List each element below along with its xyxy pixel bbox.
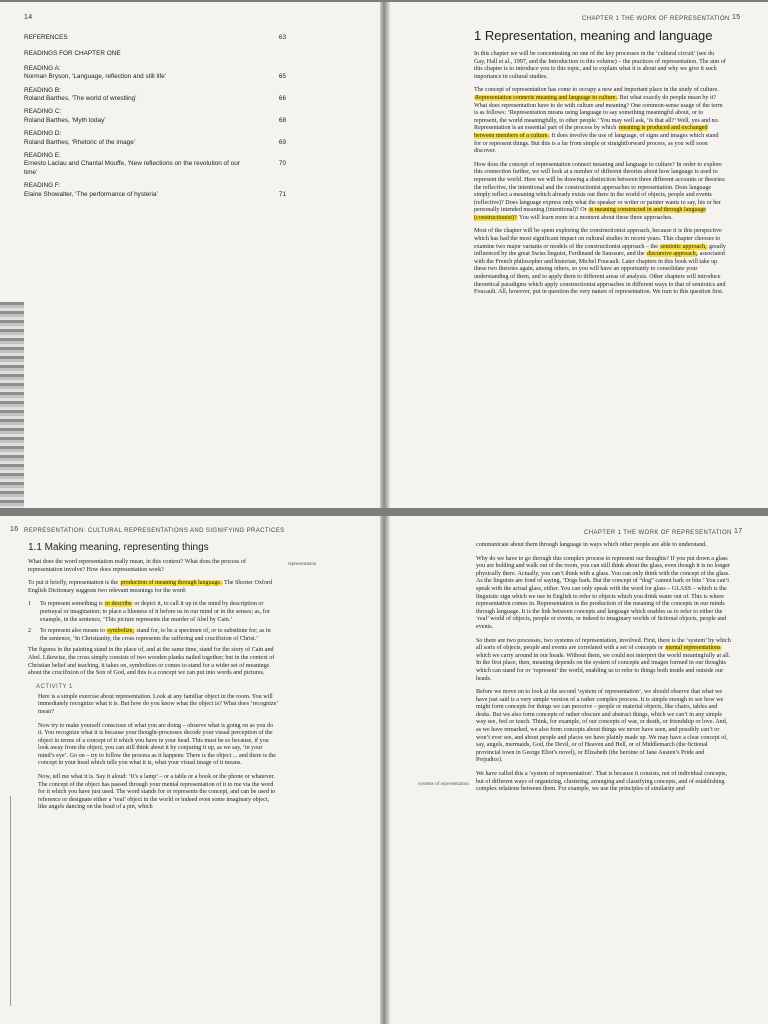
text-run: How does the concept of representation connect meaning and language to culture? In order to explore this connection further, we will look at a number of different theories about how language is used to represent the world. Here we will be drawing a distinction between three different accounts or theories: the reflective, the intentional and the constructionist approaches to representation. Does language simply reflect a meaning which already exists out there in the world of objects, people and events (reflective)? Does language express only what the speaker or writer or painter wants to say, his or her personally intended meaning (intentional)? Or [474,161,726,214]
toc-references-page: 63 [278,34,286,41]
page-16 [0,516,384,1024]
text-run: Most of the chapter will be spent exploring the constructionist approach, because it is this perspective which has had the most significant impact on cultural studies in recent years. This chapter chooses to examine two major variants or models of the constructionist approach – the [474,228,722,250]
highlighted-text: is meaning constructed in and through language (constructionist)? [474,207,707,221]
activity-paragraph: Now, tell me what it is. Say it aloud: ‘It’s a lamp’ – or a table or a book or the phone or whatever. The concept of the object has passed through your mental representation of it to me via the word for it which you have just used. The word stands for or represents the concept, and can be used to reference or designate either a ‘real’ object in the world or indeed even some imaginary object, like angels dancing on the head of a pin, which [38,774,276,811]
toc-entry-page: 65 [278,73,286,81]
text-run: You will learn more in a moment about these three approaches. [517,214,673,221]
body-column [474,28,726,303]
top-book-spread [0,2,768,508]
toc-entry [24,65,286,82]
toc-entry [24,152,286,177]
toc-entry-category: READING C: [24,108,62,116]
toc-entry-category: READING A: [24,64,61,72]
section-title: 1.1 Making meaning, representing things [28,542,209,553]
scan-edge-shadow [0,302,24,508]
toc-references-label: REFERENCES [24,34,68,41]
toc-entry-page: 69 [278,138,286,146]
text-run: To represent something is [40,601,105,608]
margin-note: representation [288,562,317,567]
toc-entry-title: Norman Bryson, ‘Language, reflection and still life’ [24,73,167,81]
running-head: CHAPTER 1 THE WORK OF REPRESENTATION [584,530,732,536]
highlighted-text: meaning is produced and exchanged between members of a culture. [474,125,708,139]
paragraph: The figures in the painting stand in the place of, and at the same time, stand for the story of Cain and Abel. Likewise, the cross simply consists of two wooden planks nailed together; but in the context of Christian belief and teaching, it takes on, symbolizes or comes to stand for a wider set of meanings about the crucifixion of the Son of God, and this is a concept we can put into words and pictures. [28,647,275,677]
paragraph [28,580,278,595]
page-14 [0,2,384,508]
toc-entry-page: 71 [278,190,286,198]
toc-entry-title: Elaine Showalter, ‘The performance of hysteria’ [24,190,158,198]
text-run: or depict it, to call it up in the mind by description or portrayal or imagination; to place a likeness of it before us in our mind or in the senses; as, for example, in the sentence, ‘This picture represents the murder of Abel by Cain.’ [40,601,270,623]
highlighted-text: semiotic approach, [660,243,707,250]
highlighted-text: mental representations [665,645,721,652]
page-number: 16 [10,526,19,533]
text-run: greatly influenced by the great Swiss linguist, Ferdinand de Saussure, and the [474,243,726,258]
paragraph [474,162,726,223]
paragraph [474,228,726,296]
margin-rule [10,796,11,1006]
toc-entry-category: READING F: [24,182,61,190]
paragraph: Why do we have to go through this complex process to represent our thoughts? If you put down a glass you are holding and walk out of the room, you can still think about the glass, even though it is no longer physically there. Actually, you can’t think with a glass. You can only think with the concept of the glass. As the linguists are fond of saying, ‘Dogs bark. But the concept of “dog” cannot bark or bite.’ You can’t speak with the actual glass, either. You can only speak with the word for glass – GLASS – which is the linguistic sign which we use in English to refer to objects which you drink water out of. This is where representation comes in. Representation is the production of the meaning of the concepts in our minds through language. It is the link between concepts and language which enables us to refer to either the ‘real’ world of objects, people or events, or indeed to imaginary worlds of fictional objects, people and events. [476,555,731,630]
highlighted-text: Representation connects meaning and language to culture. [475,94,617,101]
text-run: To represent also means to [40,628,107,635]
toc-entry-title: Ernesto Laclau and Chantal Mouffe, ‘New reflections on the revolution of our time’ [24,160,240,176]
paragraph: communicate about them through language in ways which other people are able to understand. [476,542,707,548]
toc-entry-category: READING B: [24,86,61,94]
numbered-item: 2 To represent also means to symbolize, stand for, to be a specimen of, or to substitute for; as in the sentence, ‘In Christianity, the cross represents the suffering and crucifixion of Christ.’ [28,628,271,642]
toc-entry-title: Roland Barthes, ‘Myth today’ [24,116,106,124]
page-number: 14 [24,14,33,21]
toc-entry [24,87,286,104]
toc-readings-heading: READINGS FOR CHAPTER ONE [24,50,121,58]
numbered-item: 1 To represent something is to describe or depict it, to call it up in the mind by description or portrayal or imagination; to place a likeness of it before us in our mind or in the senses; as, for example, in the sentence, ‘This picture represents the murder of Abel by Cain.’ [28,601,270,623]
chapter-title: 1 Representation, meaning and language [474,28,713,43]
paragraph: We have called this a ‘system of representation’. That is because it consists, not of individual concepts, but of different ways of organizing, clustering, arranging and classifying concepts, and of establishing complex relations between them. For example, we use the principles of similarity and [476,771,728,793]
activity-paragraph: Now try to make yourself conscious of what you are doing – observe what is going on as you do it. You recognize what it is because your thought-processes decode your visual perception of the object in terms of a concept of it which you have in your head. This must be so because, if you look away from the object, you can still think about it by conjuring it up, as we say, ‘in your mind’s eye’. Go on – try to follow the process as it happens: There is the object ... and there is the concept in your head which tells you what it is, what your visual image of it means. [38,722,276,767]
toc-entry-title: Roland Barthes, ‘Rhetoric of the image’ [24,138,136,146]
toc-entry [24,130,286,147]
toc-references [24,34,286,42]
toc-entry-category: READING D: [24,130,62,138]
toc-entry [24,182,286,199]
running-head: CHAPTER 1 THE WORK OF REPRESENTATION [582,16,730,22]
activity-label: ACTIVITY 1 [36,683,73,690]
text-run: which we carry around in our heads. Without them, we could not interpret the world meaningfully at all. In the first place, then, meaning depends on the system of concepts and images formed in our thoughts which can stand for or ‘represent’ the world, enabling us to refer to things both inside and outside our heads. [476,652,731,682]
highlighted-text: production of meaning through language. [120,580,222,587]
highlighted-text: symbolize, [107,628,134,635]
page-number: 15 [732,14,741,21]
text-run: But what exactly do people mean by it? What does representation have to do with culture and meaning? One common-sense usage of the term is as follows: ‘Representation means using language to say something meaningful about, or to represent, the world meaningfully, to other people.’ You may well ask, ‘Is that all?’ Well, yes and no. Representation is an essential part of the process by which [474,94,723,132]
text-run: So there are two processes, two systems of representation, involved. First, there is the ‘system’ by which all sorts of objects, people and events are correlated with a set of concepts or [476,637,731,652]
toc-entry-category: READING E: [24,152,61,160]
margin-note: systems of representation [418,782,469,787]
body-column [476,542,732,800]
text-run: stand for, to be a specimen of, or to substitute for; as in the sentence, ‘In Christianity, the cross represents the suffering and crucifixion of Christ.’ [40,628,271,642]
toc-entry-page: 70 [278,160,286,168]
toc-entry-page: 68 [278,116,286,124]
paragraph [476,638,732,684]
body-column [28,542,278,818]
paragraph: In this chapter we will be concentrating on one of the key processes in the ‘cultural circuit’ (see du Gay, Hall et al., 1997, and the Introduction to this volume) – the practices of representation. The aim of this chapter is to introduce you to this topic, and to explain what it is about and why we give it such importance in cultural studies. [474,51,726,80]
paragraph [474,87,726,155]
toc-entry-page: 66 [278,95,286,103]
highlighted-text: to describe [105,601,132,608]
table-of-contents [24,34,286,204]
bottom-book-spread [0,516,768,1024]
paragraph: Before we move on to look at the second ‘system of representation’, we should observe that what we have just said is a very simple version of a rather complex process. It is simple enough to see how we might form concepts for things we can perceive – people or material objects, like chairs, tables and desks. But we also form concepts of rather obscure and abstract things, which we can’t in any simple way see, feel or touch. Think, for example, of our concepts of war, or death, or friendship or love. And, as we have remarked, we also form concepts about things we never have seen, and possibly can’t or won’t ever see, and about people and places we have plainly made up. We may have a clear concept of, say, angels, mermaids, God, the Devil, or of Heaven and Hell, or of Middlemarch (the fictional provincial town in George Eliot’s novel), or Elizabeth (the heroine of Jane Austen’s Pride and Prejudice). [476,689,728,764]
page-17 [386,516,768,1024]
text-run: To put it briefly, representation is the [28,580,120,587]
toc-entry-title: Roland Barthes, ‘The world of wrestling’ [24,95,137,103]
activity-paragraph: Here is a simple exercise about representation. Look at any familiar object in the room. You will immediately recognize what it is. But how do you know what the object is? What does ‘recognize’ mean? [38,693,278,715]
toc-entry [24,108,286,125]
page-15 [386,2,768,508]
text-run: It does involve the use of language, of signs and images which stand for or represent things. But this is a far from simple or straightforward process, as you will soon discover. [474,132,719,155]
text-run: The Shorter Oxford English Dictionary suggests two relevant meanings for the word: [28,580,273,594]
page-number: 17 [734,528,743,535]
text-run: The concept of representation has come to occupy a new and important place in the study of culture. [474,87,719,94]
highlighted-text: discursive approach, [647,251,698,258]
paragraph: What does the word representation really mean, in this context? What does the process of representation involve? How does representation work? [28,559,247,573]
running-head: REPRESENTATION: CULTURAL REPRESENTATIONS AND SIGNIFYING PRACTICES [24,528,285,534]
text-run: associated with the French philosopher and historian, Michel Foucault. Later chapters in this book will take up these two theories again, among others, so you will have an opportunity to consolidate your understanding of them, and to apply them to different areas of analysis. Other chapters will introduce theoretical paradigms which apply constructionist approaches in different ways to that of semiotics and Foucault. All, however, put in question the very nature of representation. We turn to this question first. [474,251,726,296]
